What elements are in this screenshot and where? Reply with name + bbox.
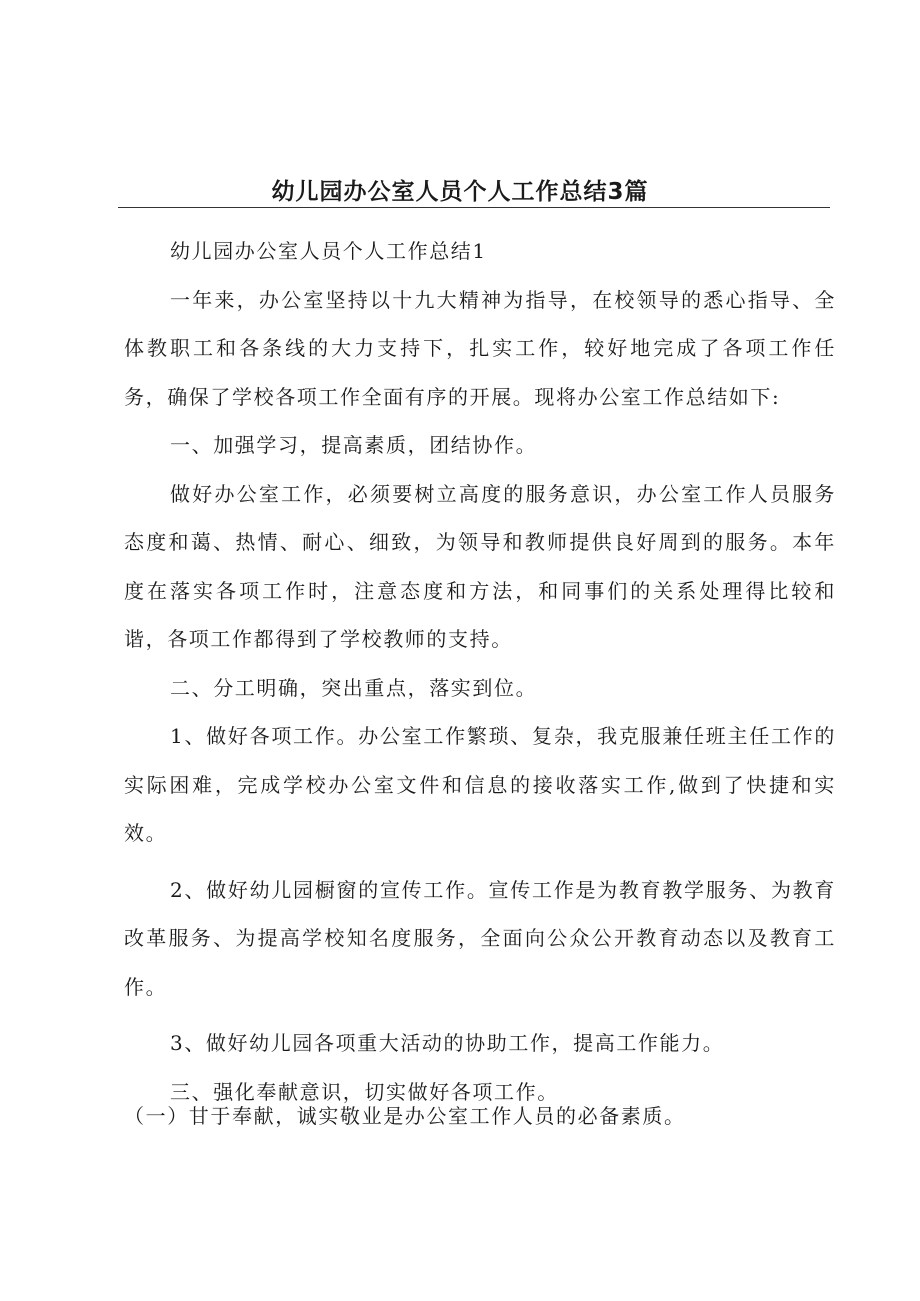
document-title: 幼儿园办公室人员个人工作总结3篇 — [271, 179, 649, 205]
spacer — [124, 858, 836, 866]
item-one: 1、做好各项工作。办公室工作繁琐、复杂，我克服兼任班主任工作的实际困难，完成学校办公室文件和信息的接收落实工作,做到了快捷和实效。 — [124, 724, 836, 845]
subheading-line: （一）甘于奉献，诚实敬业是办公室工作人员的必备素质。 — [124, 1104, 686, 1128]
paragraph-intro: 一年来，办公室坚持以十九大精神为指导，在校领导的悉心指导、全体教职工和各条线的大力支持下，扎实工作，较好地完成了各项工作任务，确保了学校各项工作全面有序的开展。现将办公室工作总结如下: — [124, 287, 836, 409]
item-three: 3、做好幼儿园各项重大活动的协助工作，提高工作能力。 — [170, 1031, 725, 1055]
title-underline — [118, 207, 830, 208]
heading-two: 二、分工明确，突出重点，落实到位。 — [170, 675, 538, 700]
section-title: 幼儿园办公室人员个人工作总结1 — [170, 239, 487, 263]
document-body — [124, 227, 836, 1116]
spacer — [124, 1011, 836, 1019]
item-two: 2、做好幼儿园橱窗的宣传工作。宣传工作是为教育教学服务、为教育改革服务、为提高学校知名度服务，全面向公众公开教育动态以及教育工作。 — [124, 877, 836, 999]
heading-three: 三、强化奉献意识，切实做好各项工作。 — [170, 1079, 559, 1104]
heading-one: 一、加强学习，提高素质，团结协作。 — [170, 433, 538, 457]
paragraph-service: 做好办公室工作，必须要树立高度的服务意识，办公室工作人员服务态度和蔼、热情、耐心、细致，为领导和教师提供良好周到的服务。本年度在落实各项工作时，注意态度和方法，和同事们的关系处理得比较和谐，各项工作都得到了学校教师的支持。 — [124, 481, 836, 651]
